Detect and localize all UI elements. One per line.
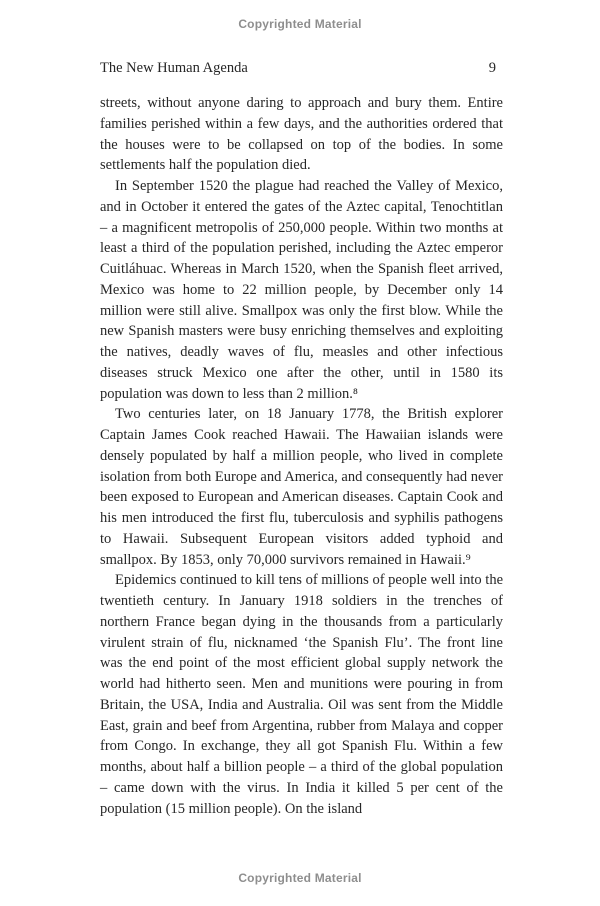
running-header bbox=[100, 60, 496, 77]
page-number: 9 bbox=[488, 60, 496, 76]
paragraph: Epidemics continued to kill tens of millions of people well into the twentieth century. In January 1918 soldiers in the trenches of northern France began dying in the thousands from a particularly virulent strain of flu, nicknamed ‘the Spanish Flu’. The front line was the end point of the most efficient global supply network the world had hitherto seen. Men and munitions were pouring in from Britain, the USA, India and Australia. Oil was sent from the Middle East, grain and beef from Argentina, rubber from Malaya and copper from Congo. In exchange, they all got Spanish Flu. Within a few months, about half a billion people – a third of the global population – came down with the virus. In India it killed 5 per cent of the population (15 million people). On the island bbox=[100, 572, 503, 817]
chapter-title: The New Human Agenda bbox=[100, 60, 248, 76]
copyright-notice-top: Copyrighted Material bbox=[238, 17, 362, 31]
body-text bbox=[100, 93, 503, 819]
paragraph: streets, without anyone daring to approach and bury them. Entire families perished within a few days, and the authorities ordered that the houses were to be collapsed on top of the bodies. In some settlements half the population died. bbox=[100, 95, 503, 174]
copyright-notice-bottom: Copyrighted Material bbox=[238, 871, 362, 885]
paragraph: In September 1520 the plague had reached the Valley of Mexico, and in October it entered the gates of the Aztec capital, Tenochtitlan – a magnificent metropolis of 250,000 people. Within two months at least a third of the population perished, including the Aztec emperor Cuitláhuac. Whereas in March 1520, when the Spanish fleet arrived, Mexico was home to 22 million people, by December only 14 million were still alive. Smallpox was only the first blow. While the new Spanish masters were busy enriching themselves and exploiting the natives, deadly waves of flu, measles and other infectious diseases struck Mexico one after the other, until in 1580 its population was down to less than 2 million.⁸ bbox=[100, 178, 503, 402]
paragraph: Two centuries later, on 18 January 1778, the British explorer Captain James Cook reached Hawaii. The Hawaiian islands were densely populated by half a million people, who lived in complete isolation from both Europe and America, and consequently had never been exposed to European and American diseases. Captain Cook and his men introduced the first flu, tuberculosis and syphilis pathogens to Hawaii. Subsequent European visitors added typhoid and smallpox. By 1853, only 70,000 survivors remained in Hawaii.⁹ bbox=[100, 406, 503, 568]
